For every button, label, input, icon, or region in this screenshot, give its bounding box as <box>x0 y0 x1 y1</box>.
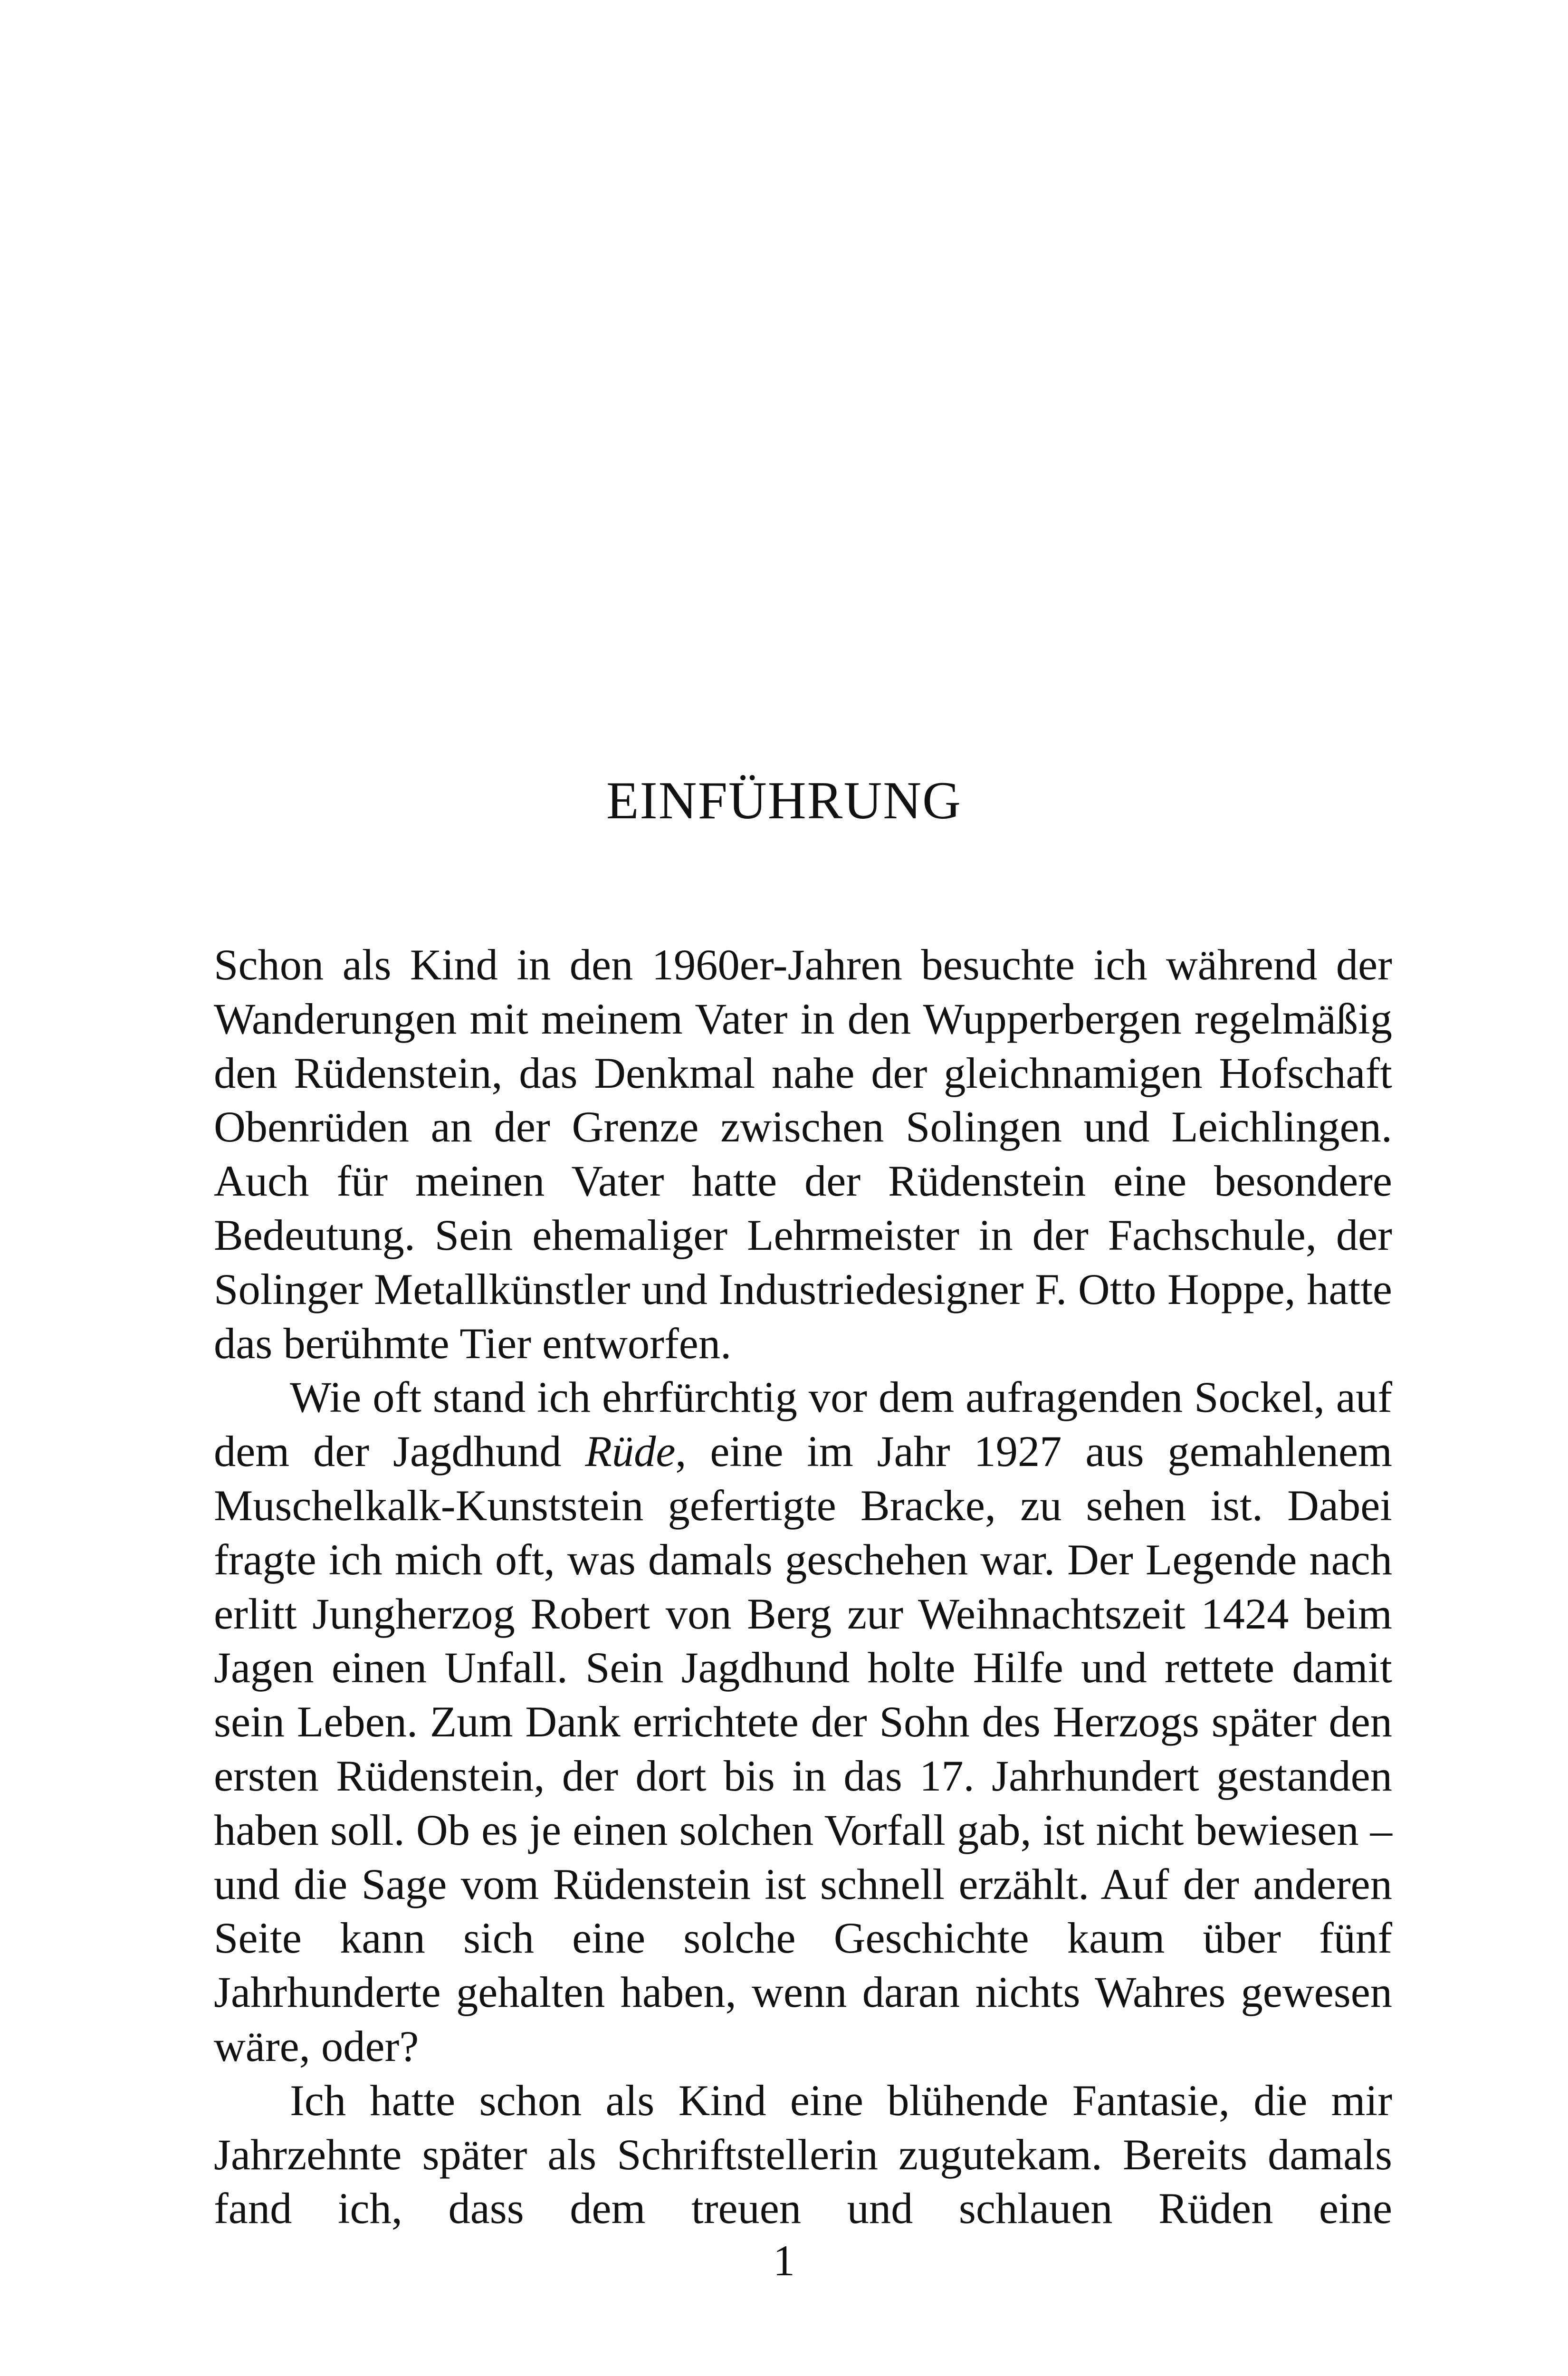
chapter-title: EINFÜHRUNG <box>606 771 962 830</box>
paragraph-1: Schon als Kind in den 1960er-Jahren besuchte ich während der Wanderungen mit meinem Vater in den Wupperbergen regelmäßig den Rüdenstein, das Denkmal nahe der gleichnamigen Hofschaft Obenrüden an der Grenze zwischen Solingen und Leichlingen. Auch für meinen Vater hatte der Rüdenstein eine besondere Bedeutung. Sein ehemaliger Lehrmeister in der Fachschule, der Solinger Metallkünstler und Industriedesigner F. Otto Hoppe, hatte das berühmte Tier entworfen. <box>214 941 1392 1368</box>
paragraph-2 <box>214 1371 1392 2074</box>
paragraph-2-text-before: Wie oft stand ich ehrfürchtig vor dem aufragenden Sockel, auf dem der Jagdhund <box>214 1373 1392 1476</box>
body-text <box>214 939 1392 2236</box>
paragraph-2-text-after: , eine im Jahr 1927 aus gemahlenem Muschelkalk-Kunststein gefertigte Bracke, zu sehen ist. Dabei fragte ich mich oft, was damals geschehen war. Der Legende nach erlitt Jungherzog Robert von Berg zur Weihnachtszeit 1424 beim Jagen einen Unfall. Sein Jagdhund holte Hilfe und rettete damit sein Leben. Zum Dank errichtete der Sohn des Herzogs später den ersten Rüdenstein, der dort bis in das 17. Jahrhundert gestanden haben soll. Ob es je einen solchen Vorfall gab, ist nicht bewiesen – und die Sage vom Rüdenstein ist schnell erzählt. Auf der anderen Seite kann sich eine solche Geschichte kaum über fünf Jahrhunderte gehalten haben, wenn daran nichts Wahres gewesen wäre, oder? <box>214 1428 1392 2071</box>
page-number: 1 <box>773 2236 795 2285</box>
paragraph-3: Ich hatte schon als Kind eine blühende Fantasie, die mir Jahrzehnte später als Schriftstellerin zugutekam. Bereits damals fand ich, dass dem treuen und schlauen Rüden eine <box>214 2076 1392 2233</box>
dog-name-italic: Rüde <box>585 1428 676 1476</box>
